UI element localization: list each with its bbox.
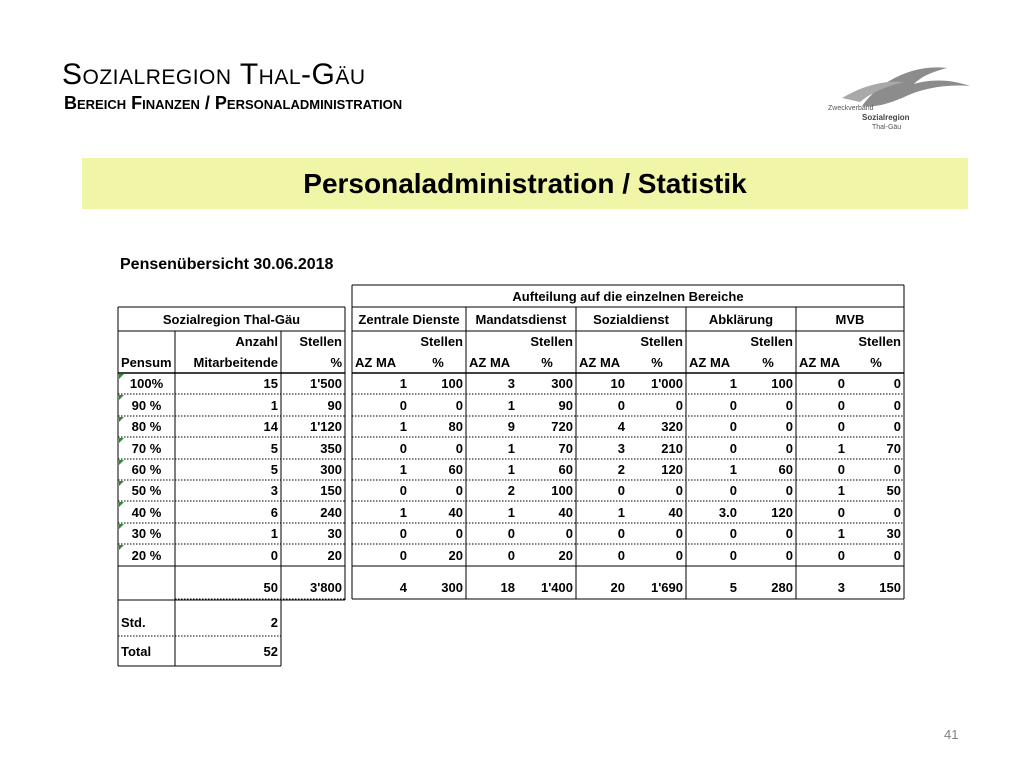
table-cell: 0: [837, 376, 845, 391]
area-sub-header-top: [576, 331, 628, 352]
left-total-cell: 50: [263, 580, 278, 595]
table-cell: 150: [320, 483, 342, 498]
table-cell: 1: [507, 462, 515, 477]
area-sub-header-top: [466, 331, 518, 352]
table-cell: 3.0: [718, 504, 737, 520]
area-sub-header-bottom: AZ MA: [469, 355, 511, 370]
left-col-header-top: Anzahl: [235, 334, 278, 349]
table-cell: 5: [270, 462, 278, 477]
table-cell: 0: [729, 526, 737, 541]
pensum-cell: 80 %: [131, 419, 162, 434]
grand-total-value: 52: [263, 643, 278, 659]
table-cell: 0: [837, 419, 845, 434]
table-cell: 0: [507, 526, 515, 541]
left-col-header-bottom: Pensum: [121, 355, 172, 370]
table-cell: 90: [327, 397, 342, 413]
table-cell: 0: [455, 483, 463, 498]
banner-title: Personaladministration / Statistik: [303, 167, 747, 199]
table-cell: 4: [617, 419, 625, 434]
table-cell: 0: [729, 397, 737, 413]
table-cell: 0: [837, 397, 845, 413]
right-table-title: Aufteilung auf die einzelnen Bereiche: [512, 288, 744, 304]
logo-line2: Sozialregion: [862, 113, 910, 122]
area-sub-header-bottom: AZ MA: [355, 355, 397, 370]
table-cell: 0: [675, 526, 683, 541]
table-cell: 0: [507, 547, 515, 563]
table-caption: Pensenübersicht 30.06.2018: [120, 256, 334, 273]
area-sub-header-top: Stellen: [858, 334, 901, 349]
area-sub-header-bottom: AZ MA: [799, 355, 841, 370]
table-cell: 0: [785, 440, 793, 456]
organization-logo: [822, 58, 972, 148]
table-cell: 0: [399, 440, 407, 456]
table-cell: 0: [893, 376, 901, 391]
table-cell: 1: [399, 376, 407, 391]
table-cell: 0: [893, 397, 901, 413]
table-cell: 350: [320, 440, 342, 456]
table-cell: 1: [837, 526, 845, 541]
table-cell: 210: [661, 440, 683, 456]
area-sub-header-top: Stellen: [530, 334, 573, 349]
table-cell: 0: [399, 483, 407, 498]
table-cell: 1: [837, 440, 845, 456]
left-total-cell: 3'800: [309, 580, 342, 595]
table-cell: 0: [399, 547, 407, 563]
table-cell: 1: [399, 419, 407, 434]
area-sub-header-top: Stellen: [750, 334, 793, 349]
table-cell: 9: [507, 419, 515, 434]
table-cell: 0: [399, 526, 407, 541]
pensum-cell: 60 %: [131, 462, 162, 477]
area-sub-header-top: Stellen: [640, 334, 683, 349]
table-cell: 1: [399, 504, 407, 520]
table-cell: 0: [565, 526, 573, 541]
table-cell: 320: [661, 419, 683, 434]
table-cell: 1: [270, 397, 278, 413]
area-sub-header-bottom: AZ MA: [689, 355, 731, 370]
header-subtitle: Bereich Finanzen / Personaladministration: [64, 93, 403, 113]
table-cell: 14: [263, 419, 278, 434]
table-cell: 20: [448, 547, 463, 563]
table-cell: 1: [729, 376, 737, 391]
area-sub-header-top: Stellen: [420, 334, 463, 349]
area-total-cell: 1'400: [540, 580, 573, 595]
cell-marker-icon: [119, 502, 124, 507]
area-total-cell: 5: [729, 580, 737, 595]
table-cell: 30: [886, 526, 901, 541]
pensum-cell: 90 %: [131, 397, 162, 413]
pensum-cell: 70 %: [131, 440, 162, 456]
table-cell: 100: [771, 376, 793, 391]
area-total-cell: 3: [837, 580, 845, 595]
table-cell: 3: [270, 483, 278, 498]
table-cell: 0: [729, 440, 737, 456]
table-cell: 1: [507, 397, 515, 413]
table-cell: 1'120: [309, 419, 342, 434]
area-group-header: MVB: [835, 311, 865, 327]
table-cell: 0: [785, 526, 793, 541]
area-group-header: Abklärung: [708, 311, 774, 327]
area-sub-header-bottom: %: [762, 355, 774, 370]
table-cell: 300: [320, 462, 342, 477]
table-cell: 40: [558, 504, 573, 520]
title-banner: [82, 158, 968, 209]
left-col-header-bottom: %: [330, 355, 342, 370]
table-cell: 0: [729, 419, 737, 434]
area-total-cell: 4: [399, 580, 407, 595]
area-sub-header-top: [686, 331, 740, 352]
table-cell: 1: [507, 440, 515, 456]
table-cell: 0: [785, 397, 793, 413]
left-col-header-bottom: Mitarbeitende: [193, 355, 278, 370]
table-cell: 0: [729, 483, 737, 498]
table-cell: 70: [558, 440, 573, 456]
cell-marker-icon: [119, 395, 124, 400]
cell-marker-icon: [119, 438, 124, 443]
table-cell: 0: [729, 547, 737, 563]
table-cell: 5: [270, 440, 278, 456]
left-group-header: Sozialregion Thal-Gäu: [162, 311, 301, 327]
std-label: Std.: [121, 615, 146, 630]
table-cell: 0: [617, 547, 625, 563]
table-cell: 0: [785, 483, 793, 498]
table-cell: 40: [448, 504, 463, 520]
table-cell: 240: [320, 504, 342, 520]
area-sub-header-bottom: %: [870, 355, 882, 370]
table-cell: 3: [507, 376, 515, 391]
pensum-cell: 40 %: [131, 504, 162, 520]
table-cell: 20: [558, 547, 573, 563]
bird-logo-icon: [822, 58, 972, 148]
area-sub-header-bottom: AZ MA: [579, 355, 621, 370]
table-cell: 50: [886, 483, 901, 498]
table-cell: 300: [551, 376, 573, 391]
table-cell: 60: [558, 462, 573, 477]
table-cell: 2: [507, 483, 515, 498]
table-cell: 0: [617, 397, 625, 413]
table-cell: 30: [327, 526, 342, 541]
table-cell: 1: [729, 462, 737, 477]
cell-marker-icon: [119, 545, 124, 550]
logo-line3: Thal-Gäu: [872, 124, 902, 131]
table-cell: 0: [617, 483, 625, 498]
table-cell: 3: [617, 440, 625, 456]
table-cell: 0: [837, 504, 845, 520]
table-cell: 1: [837, 483, 845, 498]
table-cell: 100: [551, 483, 573, 498]
table-cell: 0: [893, 547, 901, 563]
table-cell: 0: [837, 547, 845, 563]
page-number: 41: [944, 727, 959, 742]
area-group-header: Sozialdienst: [593, 311, 669, 327]
table-cell: 100: [441, 376, 463, 391]
table-cell: 720: [551, 419, 573, 434]
table-cell: 2: [617, 462, 625, 477]
table-cell: 0: [617, 526, 625, 541]
table-cell: 1'000: [650, 376, 683, 391]
area-sub-header-bottom: %: [541, 355, 553, 370]
table-cell: 0: [270, 547, 278, 563]
pensum-cell: 30 %: [131, 526, 162, 541]
table-cell: 0: [675, 483, 683, 498]
cell-marker-icon: [119, 460, 124, 465]
area-total-cell: 20: [610, 580, 625, 595]
table-cell: 6: [270, 504, 278, 520]
table-cell: 0: [455, 440, 463, 456]
table-cell: 0: [837, 462, 845, 477]
table-cell: 1'500: [309, 376, 342, 391]
table-cell: 0: [893, 419, 901, 434]
area-group-header: Zentrale Dienste: [358, 311, 460, 327]
cell-marker-icon: [119, 374, 124, 379]
table-cell: 80: [448, 419, 463, 434]
header-title: Sozialregion Thal-Gäu: [62, 58, 366, 91]
table-cell: 1: [399, 462, 407, 477]
cell-marker-icon: [119, 481, 124, 486]
cell-marker-icon: [119, 524, 124, 529]
table-cell: 1: [617, 504, 625, 520]
table-cell: 10: [610, 376, 625, 391]
table-cell: 90: [558, 397, 573, 413]
area-sub-header-top: [352, 331, 410, 352]
area-total-cell: 300: [441, 580, 463, 595]
table-cell: 0: [455, 397, 463, 413]
table-cell: 0: [893, 504, 901, 520]
area-sub-header-top: [796, 331, 848, 352]
area-total-cell: 280: [771, 580, 793, 595]
cell-marker-icon: [119, 417, 124, 422]
table-cell: 0: [399, 397, 407, 413]
table-cell: 1: [507, 504, 515, 520]
table-cell: 0: [893, 462, 901, 477]
area-total-cell: 150: [879, 580, 901, 595]
left-col-header-top: Stellen: [299, 334, 342, 349]
area-total-cell: 18: [500, 580, 515, 595]
table-cell: 70: [886, 440, 901, 456]
table-cell: 0: [785, 419, 793, 434]
pensum-cell: 100%: [129, 376, 164, 391]
table-cell: 0: [455, 526, 463, 541]
area-sub-header-bottom: %: [432, 355, 444, 370]
grand-total-label: Total: [121, 643, 152, 659]
table-cell: 15: [263, 376, 278, 391]
table-cell: 60: [778, 462, 793, 477]
area-group-header: Mandatsdienst: [475, 311, 567, 327]
pensum-cell: 50 %: [131, 483, 162, 498]
area-total-cell: 1'690: [650, 580, 683, 595]
std-value: 2: [270, 615, 278, 630]
area-sub-header-bottom: %: [651, 355, 663, 370]
table-cell: 0: [675, 397, 683, 413]
table-cell: 60: [448, 462, 463, 477]
table-cell: 120: [771, 504, 793, 520]
left-col-header-top: [118, 331, 175, 352]
table-cell: 20: [327, 547, 342, 563]
table-cell: 1: [270, 526, 278, 541]
pensum-cell: 20 %: [131, 547, 162, 563]
table-cell: 120: [661, 462, 683, 477]
table-cell: 40: [668, 504, 683, 520]
table-cell: 0: [675, 547, 683, 563]
logo-line1: Zweckverband: [828, 105, 874, 112]
table-cell: 0: [785, 547, 793, 563]
